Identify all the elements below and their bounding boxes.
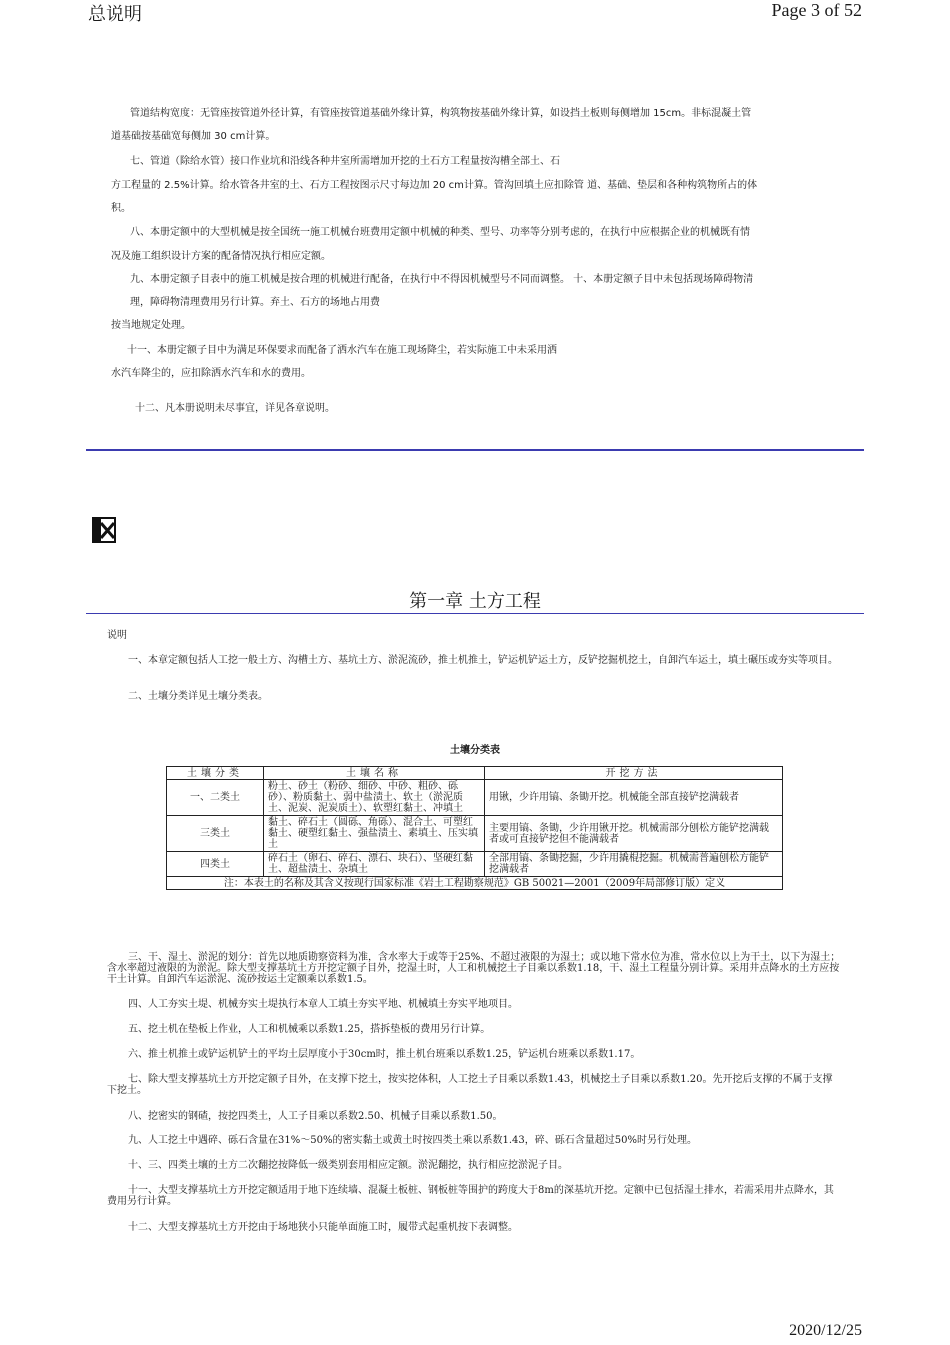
general-line: 道基础按基础宽每侧加 30 cm计算。 bbox=[111, 131, 276, 142]
footer-date: 2020/12/25 bbox=[789, 1322, 862, 1339]
soil-name-cell: 碎石土（卵石、碎石、漂石、块石）、坚硬红黏土、超盐渍土、杂填土 bbox=[264, 852, 485, 877]
chapter-item: 八、挖密实的钢碴，按挖四类土，人工子目乘以系数2.50、机械子目乘以系数1.50。 bbox=[128, 1111, 503, 1122]
soil-classification-table bbox=[166, 766, 783, 890]
table-row bbox=[167, 816, 783, 852]
chapter-intro: 二、土壤分类详见土壤分类表。 bbox=[128, 691, 268, 702]
chapter-divider bbox=[86, 613, 864, 614]
chapter-item: 三、干、湿土、淤泥的划分：首先以地质勘察资料为准，含水率大于或等于25%、不超过液限的为湿土；或以地下常水位为准，常水位以上为干土，以下为湿土；含水率超过液限的为淤泥。除大型支撑基坑土方开挖定额子目外，挖湿土时，人工和机械挖土子目乘以系数1.18，干、湿土工程量分别计算。采用井点降水的土方应按干土计算。自卸汽车运淤泥、流砂按运土定额乘以系数1.5。 bbox=[107, 952, 841, 985]
column-header: 土壤名称 bbox=[264, 767, 485, 780]
general-line: 十二、凡本册说明未尽事宜，详见各章说明。 bbox=[135, 403, 335, 414]
broken-image-icon bbox=[92, 517, 116, 543]
table-row bbox=[167, 780, 783, 816]
page-number: Page 3 of 52 bbox=[771, 0, 862, 20]
column-header: 土壤分类 bbox=[167, 767, 264, 780]
table-title: 土壤分类表 bbox=[450, 745, 500, 756]
chapter-intro: 一、本章定额包括人工挖一般土方、沟槽土方、基坑土方、淤泥流砂，推土机推土，铲运机铲运土方，反铲挖掘机挖土，自卸汽车运土，填土碾压或夯实等项目。 bbox=[128, 655, 838, 666]
soil-name-cell: 粉土、砂土（粉砂、细砂、中砂、粗砂、砾砂）、粉质黏土、弱中盐渍土、软土（淤泥质土、泥炭、泥炭质土）、软塑红黏土、冲填土 bbox=[264, 780, 485, 816]
chapter-item: 七、除大型支撑基坑土方开挖定额子目外，在支撑下挖土，按实挖体积，人工挖土子目乘以系数1.43，机械挖土子目乘以系数1.20。先开挖后支撑的不属于支撑下挖土。 bbox=[107, 1074, 833, 1096]
chapter-item: 五、挖土机在垫板上作业，人工和机械乘以系数1.25，搭拆垫板的费用另行计算。 bbox=[128, 1024, 491, 1035]
soil-name-cell: 黏土、碎石土（圆砾、角砾）、混合土、可塑红黏土、硬塑红黏土、强盐渍土、素填土、压实填土 bbox=[264, 816, 485, 852]
general-line: 理，障碍物清理费用另行计算。弃土、石方的场地占用费 bbox=[130, 297, 380, 308]
chapter-item: 十、三、四类土壤的土方二次翻挖按降低一级类别套用相应定额。淤泥翻挖，执行相应挖淤泥子目。 bbox=[128, 1160, 568, 1171]
general-line: 管道结构宽度：无管座按管道外径计算，有管座按管道基础外缘计算，构筑物按基础外缘计算，如设挡土板则每侧增加 15cm。非标混凝土管 bbox=[130, 108, 752, 119]
general-line: 八、本册定额中的大型机械是按全国统一施工机械台班费用定额中机械的种类、型号、功率等分别考虑的，在执行中应根据企业的机械既有情 bbox=[130, 227, 750, 238]
soil-class-cell: 一、二类土 bbox=[167, 780, 264, 816]
general-line: 按当地规定处理。 bbox=[111, 320, 191, 331]
table-note-row bbox=[167, 877, 783, 890]
general-line: 十一、本册定额子目中为满足环保要求而配备了洒水汽车在施工现场降尘，若实际施工中未采用洒 bbox=[127, 345, 557, 356]
soil-class-cell: 四类土 bbox=[167, 852, 264, 877]
general-line: 九、本册定额子目表中的施工机械是按合理的机械进行配备，在执行中不得因机械型号不同而调整。 十、本册定额子目中未包括现场障碍物清 bbox=[130, 274, 754, 285]
chapter-item: 四、人工夯实土堤、机械夯实土堤执行本章人工填土夯实平地、机械填土夯实平地项目。 bbox=[128, 999, 518, 1010]
section-divider bbox=[86, 449, 864, 451]
general-line: 方工程量的 2.5%计算。给水管各井室的土、石方工程按图示尺寸每边加 20 cm计算。管沟回填土应扣除管 道、基础、垫层和各种构筑物所占的体 bbox=[111, 180, 758, 191]
soil-class-cell: 三类土 bbox=[167, 816, 264, 852]
header-title: 总说明 bbox=[88, 4, 142, 25]
chapter-item: 十二、大型支撑基坑土方开挖由于场地狭小只能单面施工时，履带式起重机按下表调整。 bbox=[128, 1222, 518, 1233]
chapter-label: 说明 bbox=[107, 630, 127, 641]
general-line: 七、管道（除给水管）接口作业坑和沿线各种井室所需增加开挖的土石方工程量按沟槽全部土、石 bbox=[130, 156, 560, 167]
table-header-row bbox=[167, 767, 783, 780]
chapter-item: 九、人工挖土中遇碎、砾石含量在31%～50%的密实黏土或黄土时按四类土乘以系数1.43，碎、砾石含量超过50%时另行处理。 bbox=[128, 1135, 697, 1146]
table-row bbox=[167, 852, 783, 877]
table-note: 注：本表土的名称及其含义按现行国家标准《岩土工程勘察规范》GB 50021—2001（2009年局部修订版）定义 bbox=[167, 877, 783, 890]
general-line: 水汽车降尘的，应扣除洒水汽车和水的费用。 bbox=[111, 368, 311, 379]
dig-method-cell: 全部用镐、条锄挖掘，少许用撬棍挖掘。机械需普遍刨松方能铲挖满载者 bbox=[485, 852, 783, 877]
column-header: 开挖方法 bbox=[485, 767, 783, 780]
dig-method-cell: 主要用镐、条锄，少许用锹开挖。机械需部分刨松方能铲挖满载者或可直接铲挖但不能满载者 bbox=[485, 816, 783, 852]
dig-method-cell: 用锹，少许用镐、条锄开挖。机械能全部直接铲挖满载者 bbox=[485, 780, 783, 816]
chapter-item: 十一、大型支撑基坑土方开挖定额适用于地下连续墙、混凝土板桩、钢板桩等围护的跨度大于8m的深基坑开挖。定额中已包括湿土排水，若需采用井点降水，其费用另行计算。 bbox=[107, 1185, 834, 1207]
general-line: 积。 bbox=[111, 203, 131, 214]
general-line: 况及施工组织设计方案的配备情况执行相应定额。 bbox=[111, 251, 331, 262]
chapter-title: 第一章 土方工程 bbox=[409, 591, 541, 612]
chapter-item: 六、推土机推土或铲运机铲土的平均土层厚度小于30cm时，推土机台班乘以系数1.25，铲运机台班乘以系数1.17。 bbox=[128, 1049, 641, 1060]
